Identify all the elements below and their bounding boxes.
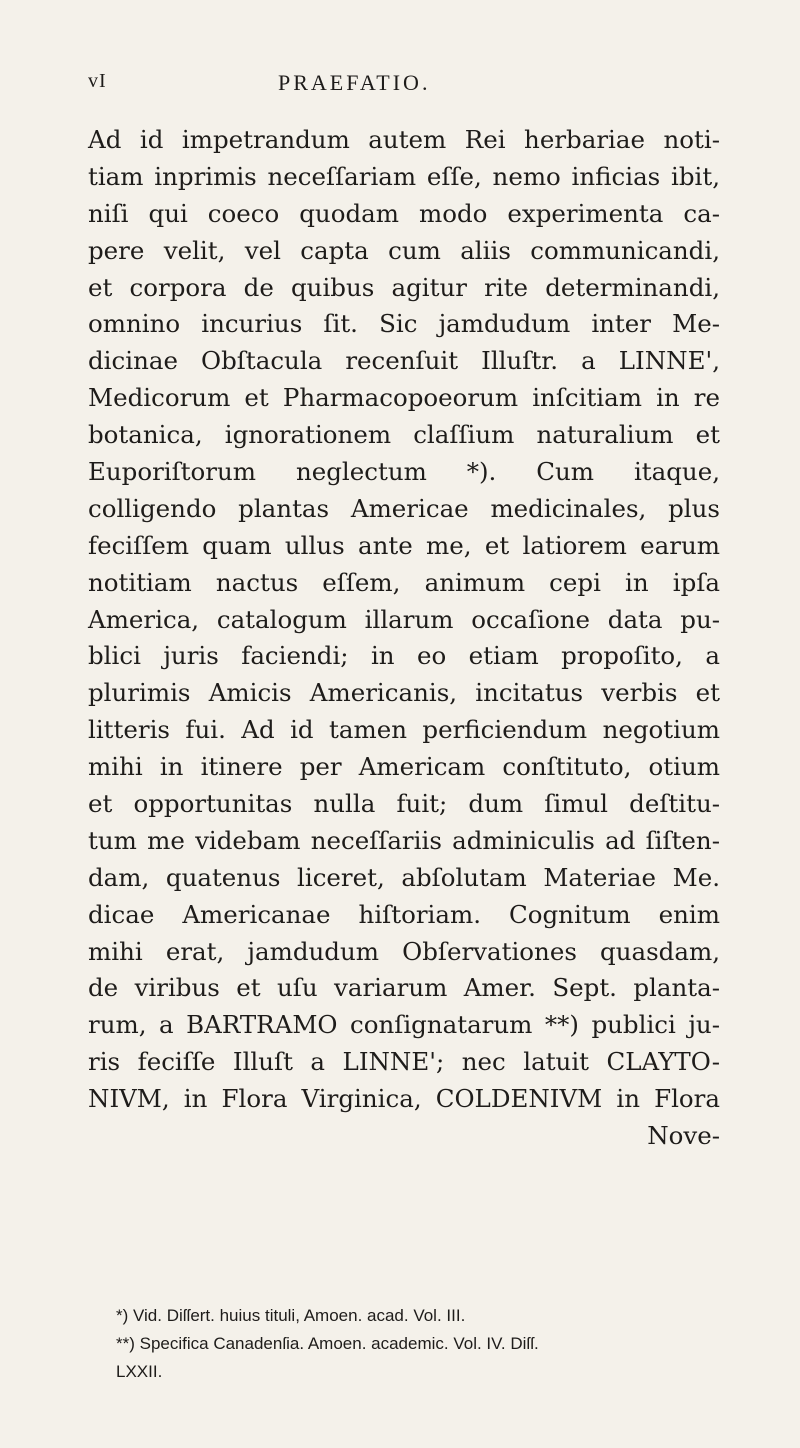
footnote-2: **) Specifica Canadenſia. Amoen. academic. Vol. IV. Diſſ. <box>116 1334 539 1353</box>
footnotes <box>88 1302 720 1386</box>
running-head <box>88 70 716 110</box>
text-line: rum, a BARTRAMO conſignatarum **) publici ju- <box>88 1010 720 1040</box>
footnote-1: *) Vid. Diſſert. huius tituli, Amoen. acad. Vol. III. <box>116 1306 466 1325</box>
text-line: omnino incurius ſit. Sic jamdudum inter Me- <box>88 309 720 339</box>
text-line: dicae Americanae hiſtoriam. Cognitum enim <box>88 899 720 929</box>
text-line: ris feciſſe Illuſt a LINNE'; nec latuit CLAYTO- <box>88 1047 720 1077</box>
header-title: PRAEFATIO. <box>278 70 431 95</box>
catchword: Nove- <box>647 1121 720 1151</box>
text-line: de viribus et uſu variarum Amer. Sept. planta- <box>88 973 720 1003</box>
text-line: botanica, ignorationem claſſium naturalium et <box>88 420 720 450</box>
text-line: feciſſem quam ullus ante me, et latiorem earum <box>88 530 720 560</box>
text-line: et corpora de quibus agitur rite determinandi, <box>88 272 720 302</box>
text-line: NIVM, in Flora Virginica, COLDENIVM in Flora <box>88 1084 720 1114</box>
text-line: tum me videbam neceſſariis adminiculis ad ſiſten- <box>88 825 720 855</box>
text-line: Ad id impetrandum autem Rei herbariae noti- <box>88 125 720 154</box>
text-line: blici juris faciendi; in eo etiam propoſito, a <box>88 641 720 671</box>
text-line: et opportunitas nulla fuit; dum ſimul deſtitu- <box>88 789 720 819</box>
footnote-2-continuation: LXXII. <box>116 1362 163 1381</box>
text-line: Euporiſtorum neglectum *). Cum itaque, <box>88 457 720 487</box>
text-line: America, catalogum illarum occaſione data pu- <box>88 604 720 634</box>
body-text <box>88 122 720 1155</box>
text-line: colligendo plantas Americae medicinales, plus <box>88 493 720 523</box>
text-line: plurimis Amicis Americanis, incitatus verbis et <box>88 678 720 708</box>
page-number: vI <box>88 70 107 92</box>
text-line: Medicorum et Pharmacopoeorum inſcitiam in re <box>88 383 720 413</box>
text-line: niſi qui coeco quodam modo experimenta ca- <box>88 198 720 228</box>
text-line: dam, quatenus liceret, abſolutam Materiae Me. <box>88 862 720 892</box>
text-line: notitiam nactus eſſem, animum cepi in ipſa <box>88 567 720 597</box>
text-line: mihi erat, jamdudum Obſervationes quasdam, <box>88 936 720 966</box>
text-line: pere velit, vel capta cum aliis communicandi, <box>88 235 720 265</box>
text-line: tiam inprimis neceſſariam eſſe, nemo inficias ibit, <box>88 161 720 191</box>
text-line: litteris fui. Ad id tamen perficiendum negotium <box>88 715 720 745</box>
text-line: mihi in itinere per Americam conſtituto, otium <box>88 752 720 782</box>
text-line: dicinae Obſtacula recenſuit Illuſtr. a LINNE', <box>88 346 720 376</box>
